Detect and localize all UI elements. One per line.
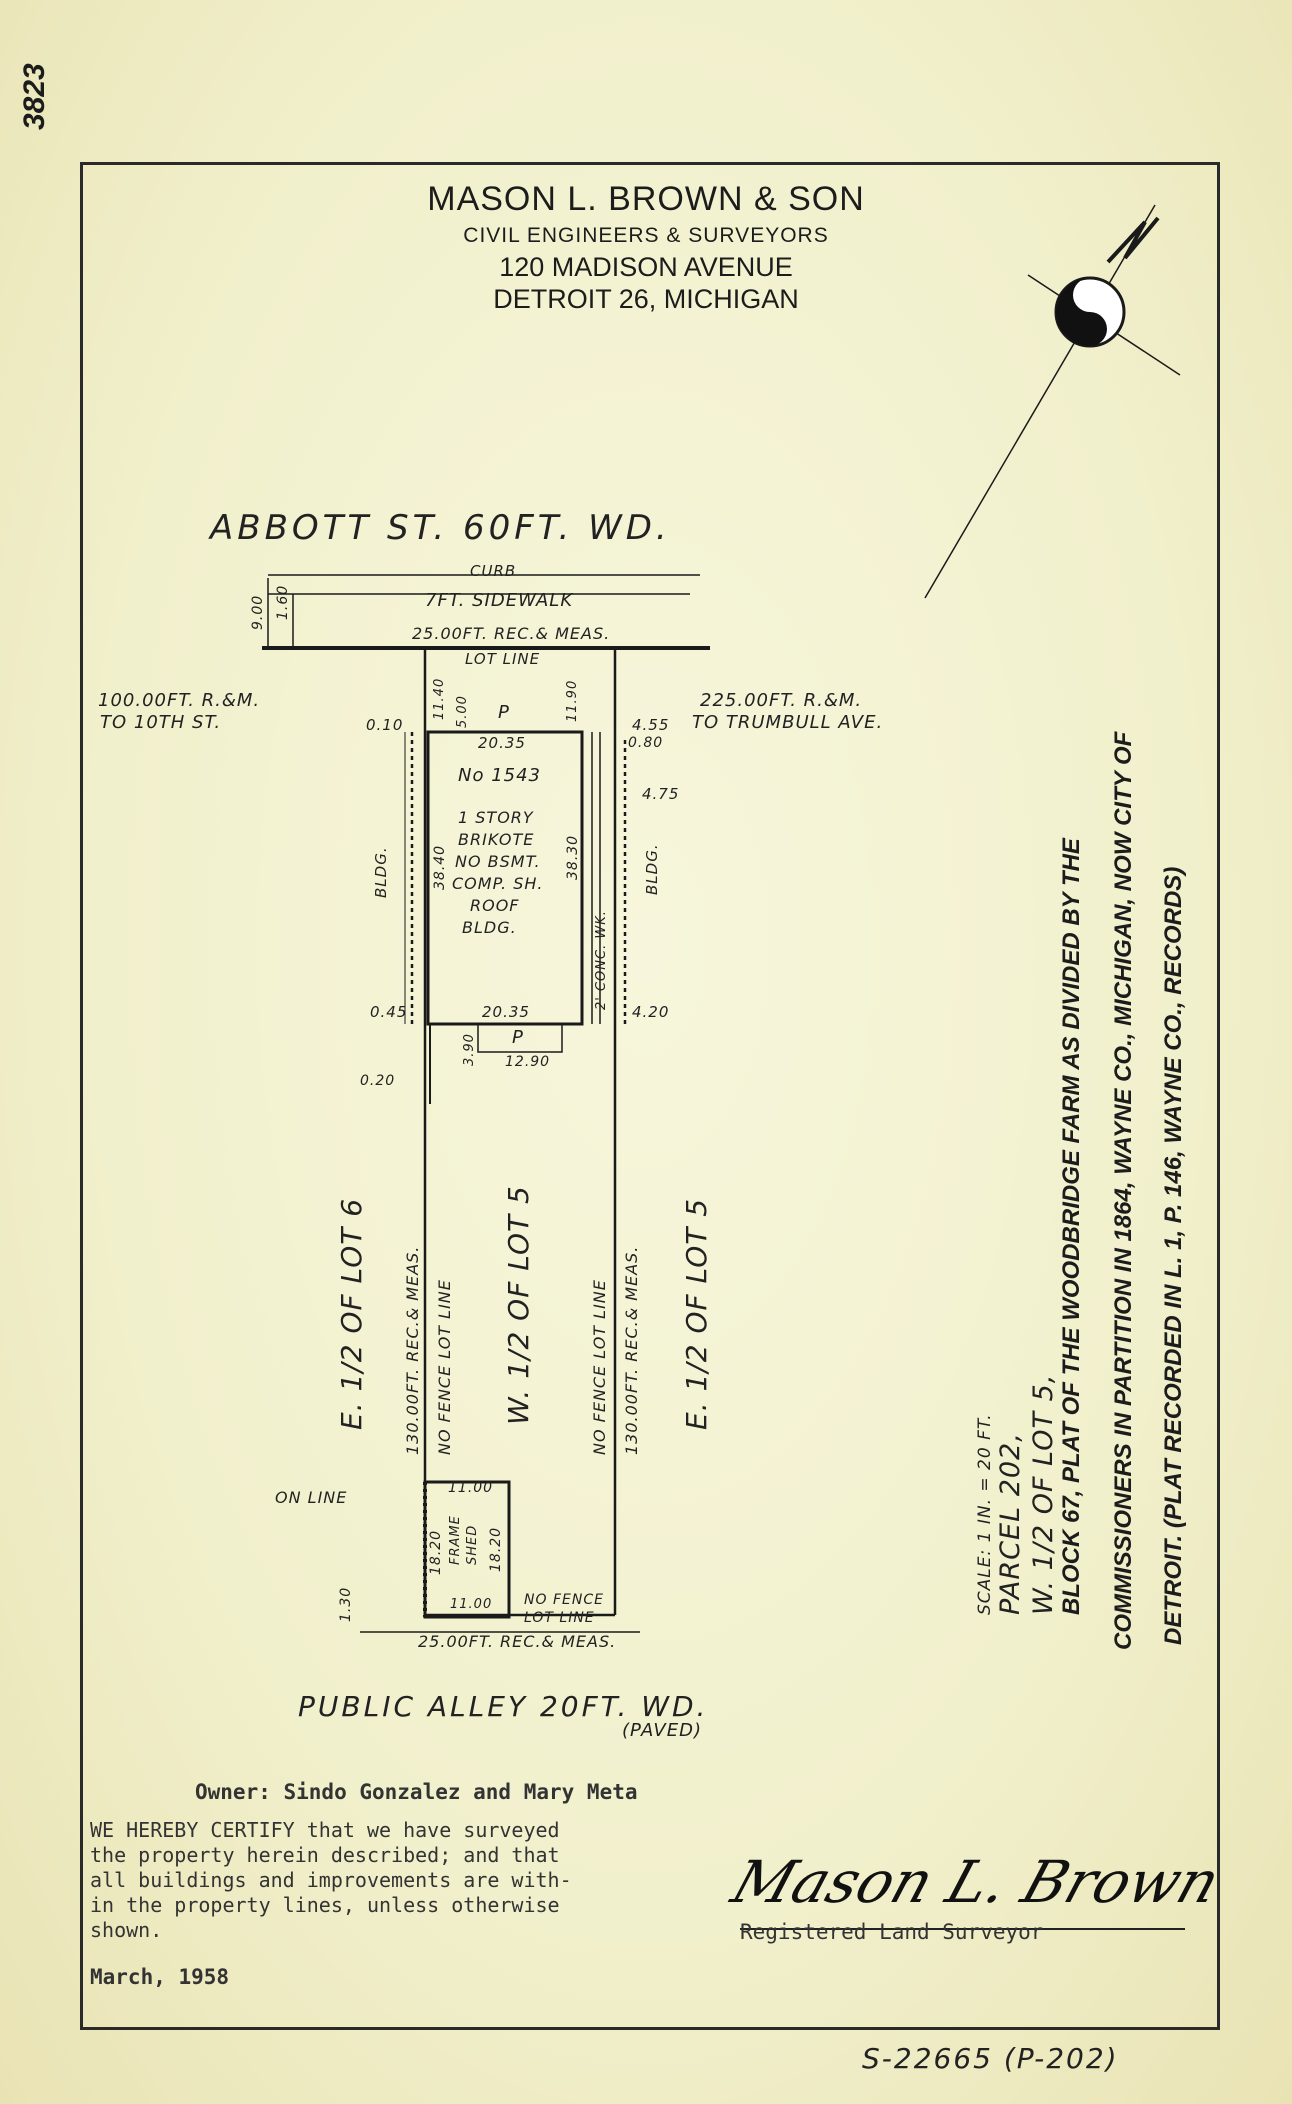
house-desc-1: 1 STORY <box>458 808 534 827</box>
to-trumbull-label: 225.00FT. R.&M. <box>700 690 863 711</box>
dim-4-75: 4.75 <box>642 785 680 803</box>
certify-line-1: WE HEREBY CERTIFY that we have surveyed <box>90 1818 560 1842</box>
alley-label: PUBLIC ALLEY 20FT. WD. <box>298 1690 709 1723</box>
house-front-width: 20.35 <box>478 734 526 752</box>
sidewalk-label: 7FT. SIDEWALK <box>425 590 574 611</box>
right-fence-note: NO FENCE LOT LINE <box>590 1279 609 1455</box>
dim-1-30: 1.30 <box>338 1586 354 1622</box>
house-number: No 1543 <box>458 765 542 786</box>
to-trumbull-label-2: TO TRUMBULL AVE. <box>692 712 884 733</box>
dim-11-40: 11.40 <box>432 677 447 720</box>
certify-line-2: the property herein described; and that <box>90 1843 560 1867</box>
house-desc-4: COMP. SH. <box>452 874 544 893</box>
rear-fence-note-1: NO FENCE <box>524 1592 604 1608</box>
left-side-dim: 130.00FT. REC.& MEAS. <box>403 1245 422 1455</box>
dim-0-80: 0.80 <box>628 735 664 751</box>
conc-walk-label: 2' CONC. WK. <box>594 910 609 1010</box>
sheet-number: 3823 <box>18 63 51 130</box>
shed-right-depth: 18.20 <box>488 1526 504 1572</box>
dim-0-10: 0.10 <box>366 716 404 734</box>
parcel-label: PARCEL 202, <box>995 1432 1026 1615</box>
shed-label-1: FRAME <box>448 1515 463 1565</box>
dim-11-90: 11.90 <box>565 679 580 722</box>
dim-4-20: 4.20 <box>632 1003 670 1021</box>
abbott-street-label: ABBOTT ST. 60FT. WD. <box>210 508 671 548</box>
dim-12-90: 12.90 <box>505 1054 551 1070</box>
house-right-depth: 38.30 <box>565 834 581 880</box>
date-line: March, 1958 <box>90 1965 230 1989</box>
front-porch-label: P <box>498 702 510 723</box>
house-left-depth: 38.40 <box>432 844 448 890</box>
right-lot-label: E. 1/2 OF LOT 5 <box>680 1197 713 1430</box>
house-desc-3: NO BSMT. <box>455 852 541 871</box>
to-10th-label-2: TO 10TH ST. <box>100 712 222 733</box>
certify-line-4: in the property lines, unless otherwise <box>90 1893 560 1917</box>
shed-top-width: 11.00 <box>448 1480 494 1496</box>
curb-label: CURB <box>470 562 517 580</box>
file-number: S-22665 (P-202) <box>862 2042 1119 2075</box>
left-fence-note: NO FENCE LOT LINE <box>435 1279 454 1455</box>
firm-address: 120 MADISON AVENUE <box>499 252 793 282</box>
rear-porch-label: P <box>512 1027 524 1048</box>
left-bldg-label: BLDG. <box>372 846 390 898</box>
dim-5-00: 5.00 <box>455 695 470 728</box>
certify-line-5: shown. <box>90 1918 163 1942</box>
front-width-label: 25.00FT. REC.& MEAS. <box>412 624 611 643</box>
dim-1-60: 1.60 <box>275 584 291 620</box>
house-rear-width: 20.35 <box>482 1003 530 1021</box>
on-line-label: ON LINE <box>275 1488 348 1507</box>
dim-0-45: 0.45 <box>370 1003 408 1021</box>
to-10th-label: 100.00FT. R.&M. <box>98 690 261 711</box>
dim-4-55: 4.55 <box>632 716 670 734</box>
owner-line: Owner: Sindo Gonzalez and Mary Meta <box>195 1780 638 1804</box>
dim-9-00: 9.00 <box>250 594 266 630</box>
rear-width-label: 25.00FT. REC.& MEAS. <box>418 1632 617 1651</box>
left-lot-label: E. 1/2 OF LOT 6 <box>335 1197 368 1430</box>
lot-description: W. 1/2 OF LOT 5, <box>1028 1373 1059 1615</box>
lot-line-label: LOT LINE <box>465 650 541 668</box>
surveyor-signature: Mason L. Brown <box>723 1848 1229 1916</box>
alley-note: (PAVED) <box>622 1720 702 1741</box>
surveyor-title: Registered Land Surveyor <box>740 1920 1044 1944</box>
rear-fence-note-2: LOT LINE <box>524 1610 595 1626</box>
shed-label-2: SHED <box>465 1524 480 1565</box>
legal-line-1: BLOCK 67, PLAT OF THE WOODBRIDGE FARM AS DIVIDED BY THE <box>1058 838 1085 1615</box>
certify-line-3: all buildings and improvements are with- <box>90 1868 572 1892</box>
center-lot-label: W. 1/2 OF LOT 5 <box>502 1185 535 1425</box>
shed-left-depth: 18.20 <box>428 1529 444 1575</box>
scale-note: SCALE: 1 IN. = 20 FT. <box>975 1413 995 1615</box>
house-desc-2: BRIKOTE <box>458 830 535 849</box>
right-bldg-label: BLDG. <box>643 843 661 895</box>
dim-0-20: 0.20 <box>360 1073 396 1089</box>
house-desc-6: BLDG. <box>462 918 517 937</box>
firm-name: MASON L. BROWN & SON <box>427 180 865 218</box>
house-desc-5: ROOF <box>470 896 520 915</box>
right-side-dim: 130.00FT. REC.& MEAS. <box>622 1245 641 1455</box>
north-arrow <box>925 205 1180 598</box>
firm-subtitle: CIVIL ENGINEERS & SURVEYORS <box>463 224 829 247</box>
shed-bottom-width: 11.00 <box>450 1597 493 1612</box>
firm-city: DETROIT 26, MICHIGAN <box>493 284 799 314</box>
legal-line-3: DETROIT. (PLAT RECORDED IN L. 1, P. 146, WAYNE CO., RECORDS) <box>1160 866 1187 1645</box>
legal-line-2: COMMISSIONERS IN PARTITION IN 1864, WAYNE CO., MICHIGAN, NOW CITY OF <box>1110 731 1137 1650</box>
dim-3-90: 3.90 <box>462 1033 477 1066</box>
